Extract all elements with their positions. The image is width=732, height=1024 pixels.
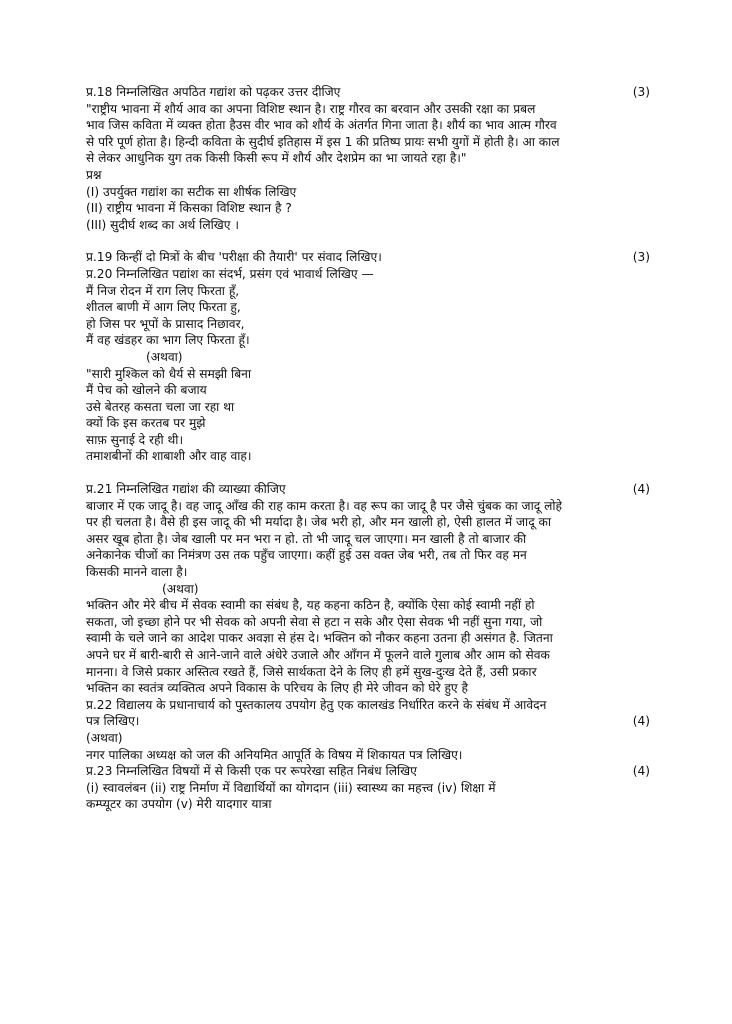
question-19 [86,249,658,266]
question-18 [86,84,658,233]
q18-prashn-label: प्रश्न [86,167,102,182]
q18-question-1: (I) उपर्युक्त गद्यांश का सटीक सा शीर्षक लिखिए [86,184,297,199]
spacer [86,465,658,481]
question-paper [86,84,658,813]
q18-heading-row [86,84,658,101]
q22-heading-line-1: प्र.22 विद्यालय के प्रधानाचार्य को पुस्तकालय उपयोग हेतु एक कालखंड निर्धारित करने के संबंध में आवेदन [86,697,547,712]
q21-passage1-line-2: पर ही चलता है। वैसे ही इस जादू की भी मर्यादा है। जेब भरी हो, और मन खाली हो, ऐसी हालत में जादू का [86,515,552,530]
q22-marks: (4) [632,714,650,729]
q20-poem2-line-5: साफ़ सुनाई दे रही थी। [86,432,184,447]
question-21 [86,481,658,697]
q23-marks: (4) [632,764,650,779]
question-23 [86,763,658,813]
q18-passage-line-1: "राष्ट्रीय भावना में शौर्य आव का अपना विशिष्ट स्थान है। राष्ट्र गौरव का बरवान और उसकी रक्षा का प्रबल [86,101,536,116]
q20-heading: प्र.20 निम्नलिखित पद्यांश का संदर्भ, प्रसंग एवं भावार्थ लिखिए — [86,266,374,281]
question-22 [86,697,658,763]
q18-question-2: (II) राष्ट्रीय भावना में किसका विशिष्ट स्थान है ? [86,201,292,216]
q18-marks: (3) [632,85,650,99]
q21-heading: प्र.21 निम्नलिखित गद्यांश की व्याख्या कीजिए [86,482,286,497]
spacer [86,233,658,249]
q21-passage2-line-6: भक्तिन का स्वतंत्र व्यक्तित्व अपने विकास के परिचय के लिए ही मेरे जीवन को घेरे हुए है [86,681,469,696]
q22-alternative: नगर पालिका अध्यक्ष को जल की अनियमित आपूर्ति के विषय में शिकायत पत्र लिखिए। [86,747,463,762]
q23-topics-line-1: (i) स्वावलंबन (ii) राष्ट्र निर्माण में विद्यार्थियों का योगदान (iii) स्वास्थ्य का महत्त्व (iv) शिक्षा में [86,780,496,795]
q21-passage1-line-4: अनेकानेक चीजों का निमंत्रण उस तक पहुँच जाएगा। कहीं हुई उस वक्त जेब भरी, तब तो फिर वह मन [86,548,527,563]
q18-passage-line-4: से लेकर आधुनिक युग तक किसी किसी रूप में शौर्य और देशप्रेम का भा जायते रहा है।" [86,151,467,166]
q21-passage1-line-3: असर खूब होता है। जेब खाली पर मन भरा न हो. तो भी जादू चल जाएगा। मन खाली है तो बाजार की [86,531,527,546]
q22-heading-line-2: पत्र लिखिए। [86,714,140,729]
q20-poem1-line-3: हो जिस पर भूपों के प्रासाद निछावर, [86,316,245,331]
q18-question-3: (III) सुदीर्घ शब्द का अर्थ लिखिए । [86,217,239,232]
q19-heading-row [86,249,658,266]
q21-passage2-line-2: सकता, जो इच्छा होने पर भी सेवक को अपनी सेवा से हटा न सके और ऐसा सेवक भी नहीं सुना गया, जो [86,614,543,629]
q18-passage-line-3: से परि पूर्ण होता है। हिन्दी कविता के सुदीर्घ इतिहास में इस 1 की प्रतिष्प प्रायः सभी युगों में होती है। आ काल [86,134,560,149]
q20-poem2-line-2: मैं पेच को खोलने की बजाय [86,383,207,398]
q19-marks: (3) [632,250,650,265]
q20-poem2-line-3: उसे बेतरह कसता चला जा रहा था [86,399,235,414]
q21-marks: (4) [632,482,650,497]
q23-heading: प्र.23 निम्नलिखित विषयों में से किसी एक पर रूपरेखा सहित निबंध लिखिए [86,764,417,779]
q23-heading-row [86,763,658,780]
question-20 [86,266,658,465]
q20-poem1-line-1: मैं निज रोदन में राग लिए फिरता हूँ, [86,283,240,298]
q20-poem2-line-6: तमाशबीनों की शाबाशी और वाह वाह। [86,449,252,464]
q20-poem2-line-4: क्यों कि इस करतब पर मुझे [86,416,206,431]
q21-passage2-line-4: अपने घर में बारी-बारी से आने-जाने वाले अंधेरे उजाले और आँगन में फूलने वाले गुलाब और आम को सेवक [86,648,550,662]
q20-athva: (अथवा) [146,349,183,364]
q18-passage-line-2: भाव जिस कविता में व्यक्त होता हैउस वीर भाव को शौर्य के अंतर्गत गिना जाता है। शौर्य का भाव आत्म गौरव [86,118,557,133]
q21-passage2-line-3: स्वामी के चले जाने का आदेश पाकर अवज्ञा से हंस दे। भक्तिन को नौकर कहना उतना ही असंगत है. जितना [86,631,553,646]
q22-athva: (अथवा) [86,730,123,745]
q21-athva: (अथवा) [162,581,199,596]
q22-heading-row-2 [86,713,658,730]
q20-poem1-line-2: शीतल बाणी में आग लिए फिरता हु, [86,300,241,315]
q20-poem1-line-4: मैं वह खंडहर का भाग लिए फिरता हूँ। [86,333,250,348]
q21-passage2-line-5: मानना। वे जिसे प्रकार अस्तित्व रखते हैं, जिसे सार्थकता देने के लिए ही हमें सुख-दुःख देते हैं, उसी प्रकार [86,664,537,679]
q23-topics-line-2: कम्प्यूटर का उपयोग (v) मेरी यादगार यात्रा [86,797,272,812]
q21-heading-row [86,481,658,498]
q19-heading: प्र.19 किन्हीं दो मित्रों के बीच 'परीक्षा की तैयारी' पर संवाद लिखिए। [86,250,382,265]
q21-passage1-line-5: किसकी मानने वाला है। [86,565,188,580]
q18-heading: प्र.18 निम्नलिखित अपठित गद्यांश को पढ़कर उत्तर दीजिए [86,85,341,99]
q21-passage1-line-1: बाजार में एक जादू है। वह जादू आँख की राह काम करता है। वह रूप का जादू है पर जैसे चुंबक का जादू लोहे [86,498,562,513]
q21-passage2-line-1: भक्तिन और मेरे बीच में सेवक स्वामी का संबंध है, यह कहना कठिन है, क्योंकि ऐसा कोई स्वामी नहीं हो [86,598,535,613]
q20-poem2-line-1: "सारी मुश्किल को धैर्य से समझी बिना [86,366,252,381]
